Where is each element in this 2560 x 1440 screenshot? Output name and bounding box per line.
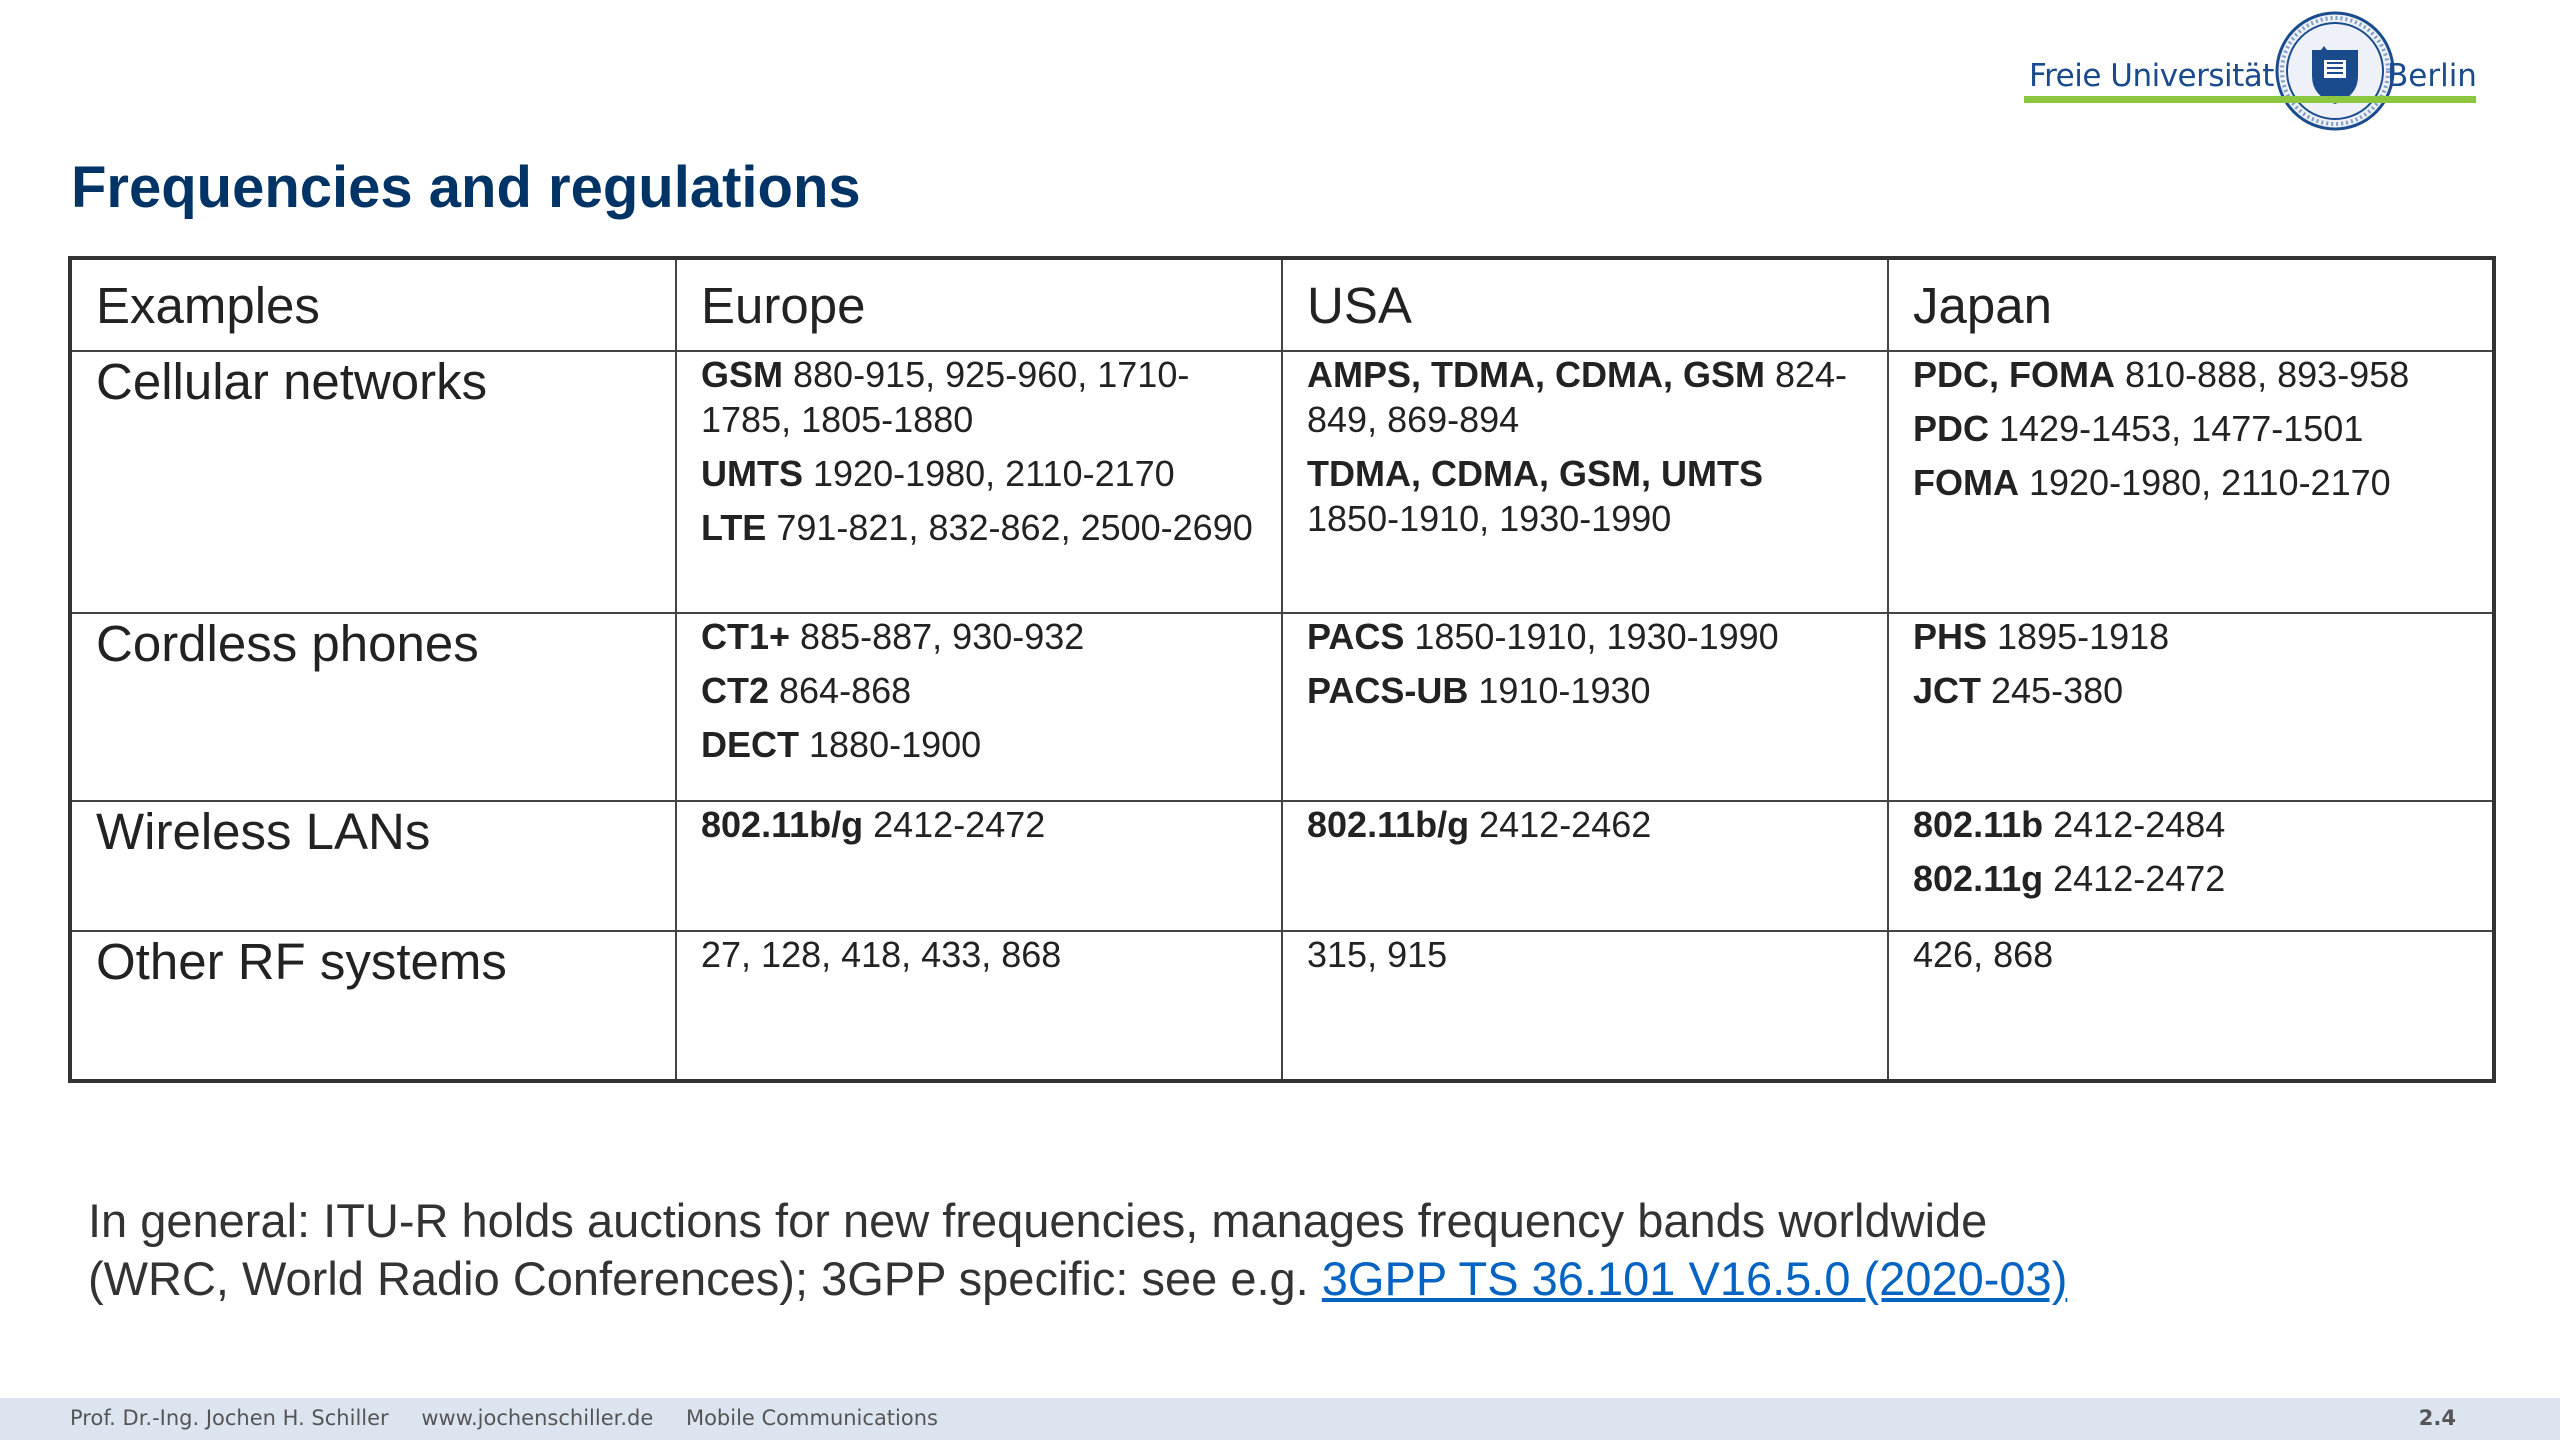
frequency-entry xyxy=(1913,802,2468,847)
system-name: PACS xyxy=(1307,616,1405,657)
cell-cordless-phones-europe xyxy=(676,613,1282,801)
system-name: 802.11b/g xyxy=(1307,804,1470,845)
frequency-range: 2412-2472 xyxy=(2043,858,2226,899)
system-name: PDC, FOMA xyxy=(1913,354,2115,395)
frequency-range: 27, 128, 418, 433, 868 xyxy=(701,934,1062,975)
frequency-entry xyxy=(1913,352,2468,397)
frequency-entry xyxy=(701,505,1257,550)
frequency-range: 791-821, 832-862, 2500-2690 xyxy=(766,507,1253,548)
row-label-cellular-networks: Cellular networks xyxy=(70,351,676,613)
frequency-range: 1850-1910, 1930-1990 xyxy=(1404,616,1779,657)
frequency-range: 824-849, 869-894 xyxy=(1307,354,1848,440)
system-name: 802.11b xyxy=(1913,804,2044,845)
cell-cellular-networks-usa xyxy=(1282,351,1888,613)
system-name: FOMA xyxy=(1913,462,2019,503)
system-name: UMTS xyxy=(701,453,803,494)
system-name: 802.11g xyxy=(1913,858,2044,899)
page-title: Frequencies and regulations xyxy=(71,155,861,220)
frequency-range: 1850-1910, 1930-1990 xyxy=(1307,498,1672,539)
cell-other-rf-systems-usa xyxy=(1282,931,1888,1081)
footer-author: Prof. Dr.-Ing. Jochen H. Schiller xyxy=(70,1406,389,1430)
system-name: PACS-UB xyxy=(1307,670,1469,711)
frequency-entry xyxy=(1307,802,1863,847)
logo-underline xyxy=(2024,96,2476,103)
system-name: PDC xyxy=(1913,408,1990,449)
frequency-table xyxy=(68,256,2496,1083)
cell-cordless-phones-usa xyxy=(1282,613,1888,801)
frequency-entry xyxy=(701,722,1257,767)
cell-wireless-lans-europe xyxy=(676,801,1282,931)
footer-website: www.jochenschiller.de xyxy=(421,1406,654,1430)
frequency-entry xyxy=(1307,932,1863,977)
table-row xyxy=(70,931,2494,1081)
cell-other-rf-systems-europe xyxy=(676,931,1282,1081)
system-name: JCT xyxy=(1913,670,1982,711)
university-logo xyxy=(2024,10,2476,132)
frequency-range: 864-868 xyxy=(769,670,912,711)
frequency-entry xyxy=(1913,856,2468,901)
frequency-range: 315, 915 xyxy=(1307,934,1448,975)
frequency-entry xyxy=(701,614,1257,659)
row-label-cordless-phones: Cordless phones xyxy=(70,613,676,801)
table-row xyxy=(70,351,2494,613)
cell-cordless-phones-japan xyxy=(1888,613,2494,801)
row-label-other-rf-systems: Other RF systems xyxy=(70,931,676,1081)
cell-cellular-networks-japan xyxy=(1888,351,2494,613)
system-name: PHS xyxy=(1913,616,1988,657)
frequency-range: 2412-2462 xyxy=(1469,804,1652,845)
frequency-entry xyxy=(701,352,1257,442)
system-name: LTE xyxy=(701,507,767,548)
column-header-usa: USA xyxy=(1282,258,1888,351)
system-name: DECT xyxy=(701,724,799,765)
system-name: CT1+ xyxy=(701,616,791,657)
frequency-entry xyxy=(701,668,1257,713)
frequency-range: 1920-1980, 2110-2170 xyxy=(2018,462,2391,503)
frequency-range: 2412-2484 xyxy=(2043,804,2226,845)
frequency-entry xyxy=(1913,668,2468,713)
frequency-entry xyxy=(701,451,1257,496)
frequency-range: 810-888, 893-958 xyxy=(2115,354,2410,395)
cell-wireless-lans-japan xyxy=(1888,801,2494,931)
column-header-europe: Europe xyxy=(676,258,1282,351)
frequency-entry xyxy=(1913,460,2468,505)
cell-cellular-networks-europe xyxy=(676,351,1282,613)
footer-meta xyxy=(70,1406,964,1430)
frequency-entry xyxy=(701,802,1257,847)
cell-wireless-lans-usa xyxy=(1282,801,1888,931)
frequency-range: 426, 868 xyxy=(1913,934,2054,975)
frequency-entry xyxy=(1307,451,1863,541)
frequency-entry xyxy=(1307,614,1863,659)
system-name: CT2 xyxy=(701,670,770,711)
frequency-entry xyxy=(1307,352,1863,442)
column-header-examples: Examples xyxy=(70,258,676,351)
footnote-line-2: (WRC, World Radio Conferences); 3GPP specific: see e.g. xyxy=(88,1252,1322,1305)
logo-text-right: Berlin xyxy=(2387,58,2477,94)
frequency-range: 1880-1900 xyxy=(799,724,982,765)
frequency-range: 245-380 xyxy=(1981,670,2124,711)
frequency-range: 1895-1918 xyxy=(1987,616,2170,657)
page-number: 2.4 xyxy=(2418,1406,2456,1430)
table-row xyxy=(70,801,2494,931)
frequency-entry xyxy=(1913,932,2468,977)
university-seal-icon xyxy=(2274,10,2396,132)
table-row xyxy=(70,613,2494,801)
system-name: GSM xyxy=(701,354,784,395)
frequency-range: 2412-2472 xyxy=(863,804,1046,845)
frequency-entry xyxy=(701,932,1257,977)
column-header-japan: Japan xyxy=(1888,258,2494,351)
footnote-line-1: In general: ITU-R holds auctions for new frequencies, manages frequency bands worldwide xyxy=(88,1194,1988,1247)
footnote xyxy=(88,1192,2388,1308)
spec-link[interactable]: 3GPP TS 36.101 V16.5.0 (2020-03) xyxy=(1321,1252,2068,1305)
frequency-entry xyxy=(1913,614,2468,659)
frequency-range: 885-887, 930-932 xyxy=(790,616,1085,657)
row-label-wireless-lans: Wireless LANs xyxy=(70,801,676,931)
logo-text-left: Freie Universität xyxy=(2029,58,2274,94)
footer-bar xyxy=(0,1398,2560,1440)
frequency-range: 880-915, 925-960, 1710-1785, 1805-1880 xyxy=(701,354,1190,440)
frequency-entry xyxy=(1307,668,1863,713)
system-name: TDMA, CDMA, GSM, UMTS xyxy=(1307,453,1763,494)
footer-course: Mobile Communications xyxy=(685,1406,938,1430)
system-name: 802.11b/g xyxy=(701,804,864,845)
table-header-row xyxy=(70,258,2494,351)
frequency-range: 1920-1980, 2110-2170 xyxy=(803,453,1175,494)
cell-other-rf-systems-japan xyxy=(1888,931,2494,1081)
frequency-range: 1429-1453, 1477-1501 xyxy=(1989,408,2364,449)
frequency-range: 1910-1930 xyxy=(1468,670,1651,711)
system-name: AMPS, TDMA, CDMA, GSM xyxy=(1307,354,1765,395)
frequency-entry xyxy=(1913,406,2468,451)
